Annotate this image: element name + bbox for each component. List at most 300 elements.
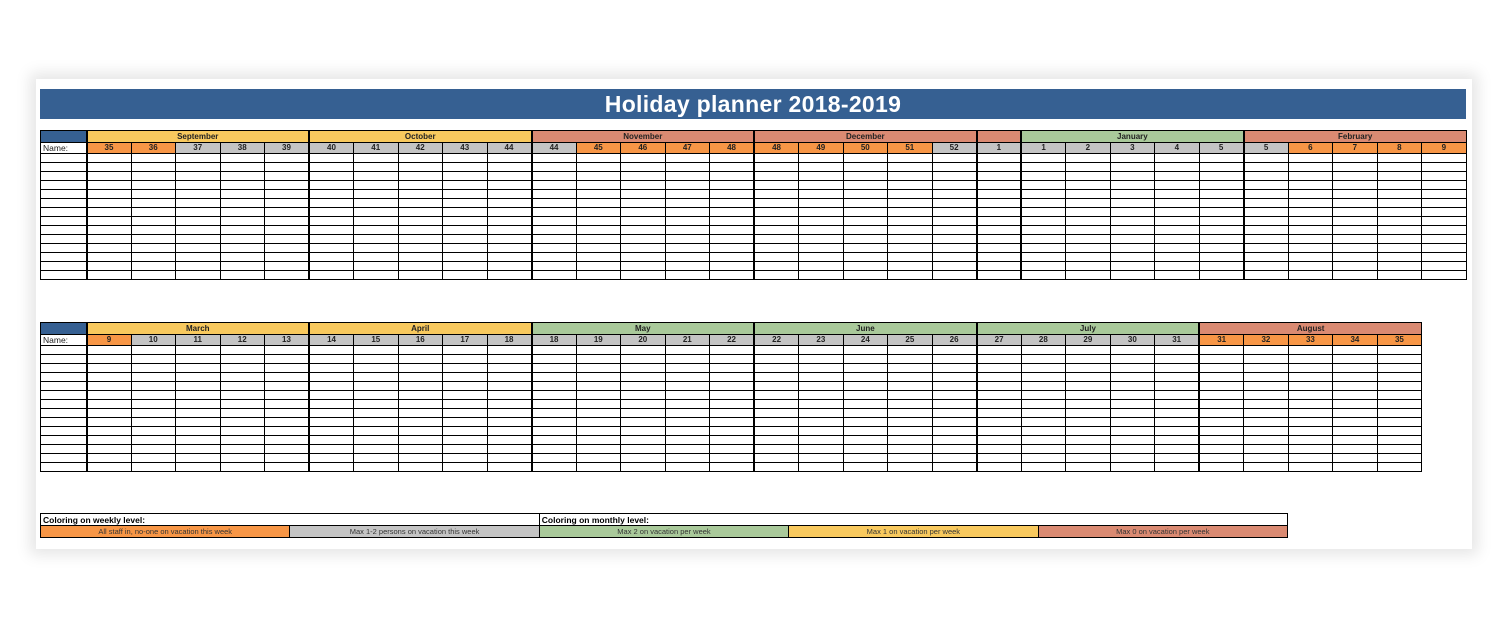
vacation-cell[interactable] (1155, 382, 1200, 391)
vacation-cell[interactable] (265, 226, 310, 235)
vacation-cell[interactable] (1377, 217, 1422, 226)
vacation-cell[interactable] (265, 373, 310, 382)
vacation-cell[interactable] (87, 253, 132, 262)
vacation-cell[interactable] (621, 373, 666, 382)
vacation-cell[interactable] (265, 355, 310, 364)
vacation-cell[interactable] (309, 436, 354, 445)
vacation-cell[interactable] (754, 244, 799, 253)
vacation-cell[interactable] (1155, 373, 1200, 382)
vacation-cell[interactable] (176, 436, 221, 445)
vacation-cell[interactable] (576, 226, 621, 235)
vacation-cell[interactable] (754, 463, 799, 472)
vacation-cell[interactable] (220, 364, 265, 373)
vacation-cell[interactable] (176, 400, 221, 409)
vacation-cell[interactable] (576, 445, 621, 454)
vacation-cell[interactable] (977, 391, 1022, 400)
vacation-cell[interactable] (843, 208, 888, 217)
vacation-cell[interactable] (1199, 217, 1244, 226)
vacation-cell[interactable] (977, 418, 1022, 427)
vacation-cell[interactable] (354, 163, 399, 172)
vacation-cell[interactable] (665, 154, 710, 163)
vacation-cell[interactable] (398, 271, 443, 280)
vacation-cell[interactable] (1244, 172, 1289, 181)
vacation-cell[interactable] (621, 235, 666, 244)
vacation-cell[interactable] (354, 400, 399, 409)
vacation-cell[interactable] (888, 163, 933, 172)
vacation-cell[interactable] (487, 190, 532, 199)
vacation-cell[interactable] (1422, 208, 1467, 217)
vacation-cell[interactable] (665, 346, 710, 355)
vacation-cell[interactable] (220, 373, 265, 382)
vacation-cell[interactable] (87, 418, 132, 427)
vacation-cell[interactable] (443, 163, 488, 172)
vacation-cell[interactable] (932, 271, 977, 280)
vacation-cell[interactable] (576, 436, 621, 445)
name-entry-cell[interactable] (41, 463, 87, 472)
vacation-cell[interactable] (131, 199, 176, 208)
vacation-cell[interactable] (1155, 364, 1200, 373)
vacation-cell[interactable] (1110, 262, 1155, 271)
vacation-cell[interactable] (354, 382, 399, 391)
vacation-cell[interactable] (799, 391, 844, 400)
vacation-cell[interactable] (220, 418, 265, 427)
vacation-cell[interactable] (932, 163, 977, 172)
vacation-cell[interactable] (87, 382, 132, 391)
vacation-cell[interactable] (176, 418, 221, 427)
vacation-cell[interactable] (87, 364, 132, 373)
vacation-cell[interactable] (1066, 208, 1111, 217)
vacation-cell[interactable] (1155, 418, 1200, 427)
vacation-cell[interactable] (1199, 373, 1244, 382)
vacation-cell[interactable] (487, 373, 532, 382)
vacation-cell[interactable] (888, 226, 933, 235)
vacation-cell[interactable] (1199, 445, 1244, 454)
vacation-cell[interactable] (754, 262, 799, 271)
vacation-cell[interactable] (398, 364, 443, 373)
vacation-cell[interactable] (354, 235, 399, 244)
vacation-cell[interactable] (621, 181, 666, 190)
vacation-cell[interactable] (1422, 190, 1467, 199)
vacation-cell[interactable] (354, 391, 399, 400)
vacation-cell[interactable] (1155, 253, 1200, 262)
vacation-cell[interactable] (843, 253, 888, 262)
vacation-cell[interactable] (443, 454, 488, 463)
vacation-cell[interactable] (220, 199, 265, 208)
vacation-cell[interactable] (710, 391, 755, 400)
vacation-cell[interactable] (977, 409, 1022, 418)
vacation-cell[interactable] (665, 271, 710, 280)
vacation-cell[interactable] (843, 454, 888, 463)
vacation-cell[interactable] (1422, 163, 1467, 172)
vacation-cell[interactable] (87, 427, 132, 436)
vacation-cell[interactable] (220, 262, 265, 271)
vacation-cell[interactable] (1333, 355, 1378, 364)
vacation-cell[interactable] (87, 181, 132, 190)
vacation-cell[interactable] (309, 409, 354, 418)
vacation-cell[interactable] (1021, 373, 1066, 382)
vacation-cell[interactable] (799, 163, 844, 172)
vacation-cell[interactable] (576, 418, 621, 427)
name-entry-cell[interactable] (41, 346, 87, 355)
vacation-cell[interactable] (1333, 373, 1378, 382)
vacation-cell[interactable] (576, 373, 621, 382)
vacation-cell[interactable] (1021, 391, 1066, 400)
vacation-cell[interactable] (354, 427, 399, 436)
vacation-cell[interactable] (1244, 217, 1289, 226)
vacation-cell[interactable] (799, 208, 844, 217)
vacation-cell[interactable] (131, 391, 176, 400)
vacation-cell[interactable] (1066, 436, 1111, 445)
vacation-cell[interactable] (1021, 400, 1066, 409)
vacation-cell[interactable] (665, 445, 710, 454)
vacation-cell[interactable] (1066, 391, 1111, 400)
name-entry-cell[interactable] (41, 400, 87, 409)
vacation-cell[interactable] (754, 400, 799, 409)
vacation-cell[interactable] (1021, 199, 1066, 208)
vacation-cell[interactable] (309, 427, 354, 436)
vacation-cell[interactable] (265, 181, 310, 190)
vacation-cell[interactable] (754, 181, 799, 190)
vacation-cell[interactable] (87, 271, 132, 280)
vacation-cell[interactable] (1377, 445, 1422, 454)
vacation-cell[interactable] (754, 208, 799, 217)
vacation-cell[interactable] (1333, 445, 1378, 454)
vacation-cell[interactable] (1244, 409, 1289, 418)
vacation-cell[interactable] (487, 244, 532, 253)
vacation-cell[interactable] (1155, 355, 1200, 364)
vacation-cell[interactable] (1288, 208, 1333, 217)
vacation-cell[interactable] (1021, 409, 1066, 418)
vacation-cell[interactable] (710, 181, 755, 190)
vacation-cell[interactable] (265, 262, 310, 271)
vacation-cell[interactable] (354, 346, 399, 355)
vacation-cell[interactable] (1021, 253, 1066, 262)
vacation-cell[interactable] (621, 355, 666, 364)
vacation-cell[interactable] (576, 181, 621, 190)
vacation-cell[interactable] (398, 346, 443, 355)
vacation-cell[interactable] (532, 163, 577, 172)
vacation-cell[interactable] (443, 445, 488, 454)
name-entry-cell[interactable] (41, 244, 87, 253)
vacation-cell[interactable] (843, 409, 888, 418)
vacation-cell[interactable] (1021, 463, 1066, 472)
vacation-cell[interactable] (1021, 454, 1066, 463)
vacation-cell[interactable] (1155, 445, 1200, 454)
vacation-cell[interactable] (1244, 463, 1289, 472)
vacation-cell[interactable] (576, 190, 621, 199)
vacation-cell[interactable] (309, 163, 354, 172)
vacation-cell[interactable] (977, 235, 1022, 244)
vacation-cell[interactable] (799, 346, 844, 355)
vacation-cell[interactable] (1155, 235, 1200, 244)
vacation-cell[interactable] (176, 199, 221, 208)
vacation-cell[interactable] (220, 355, 265, 364)
vacation-cell[interactable] (710, 190, 755, 199)
name-entry-cell[interactable] (41, 172, 87, 181)
vacation-cell[interactable] (576, 262, 621, 271)
vacation-cell[interactable] (1155, 391, 1200, 400)
vacation-cell[interactable] (1422, 262, 1467, 271)
vacation-cell[interactable] (1021, 418, 1066, 427)
vacation-cell[interactable] (487, 445, 532, 454)
vacation-cell[interactable] (176, 226, 221, 235)
vacation-cell[interactable] (977, 454, 1022, 463)
vacation-cell[interactable] (443, 199, 488, 208)
vacation-cell[interactable] (1021, 244, 1066, 253)
vacation-cell[interactable] (754, 154, 799, 163)
vacation-cell[interactable] (87, 154, 132, 163)
vacation-cell[interactable] (710, 382, 755, 391)
vacation-cell[interactable] (487, 418, 532, 427)
vacation-cell[interactable] (1333, 199, 1378, 208)
vacation-cell[interactable] (1333, 172, 1378, 181)
vacation-cell[interactable] (532, 382, 577, 391)
vacation-cell[interactable] (87, 190, 132, 199)
vacation-cell[interactable] (977, 262, 1022, 271)
vacation-cell[interactable] (309, 199, 354, 208)
vacation-cell[interactable] (799, 262, 844, 271)
vacation-cell[interactable] (1110, 253, 1155, 262)
vacation-cell[interactable] (309, 190, 354, 199)
vacation-cell[interactable] (1333, 181, 1378, 190)
vacation-cell[interactable] (1199, 181, 1244, 190)
vacation-cell[interactable] (87, 436, 132, 445)
vacation-cell[interactable] (1066, 463, 1111, 472)
vacation-cell[interactable] (87, 172, 132, 181)
vacation-cell[interactable] (220, 436, 265, 445)
vacation-cell[interactable] (487, 454, 532, 463)
vacation-cell[interactable] (799, 235, 844, 244)
vacation-cell[interactable] (932, 172, 977, 181)
vacation-cell[interactable] (1333, 226, 1378, 235)
vacation-cell[interactable] (1110, 418, 1155, 427)
vacation-cell[interactable] (576, 409, 621, 418)
vacation-cell[interactable] (754, 253, 799, 262)
vacation-cell[interactable] (131, 463, 176, 472)
vacation-cell[interactable] (176, 181, 221, 190)
vacation-cell[interactable] (487, 172, 532, 181)
vacation-cell[interactable] (932, 199, 977, 208)
vacation-cell[interactable] (1066, 172, 1111, 181)
vacation-cell[interactable] (799, 217, 844, 226)
vacation-cell[interactable] (176, 154, 221, 163)
vacation-cell[interactable] (799, 382, 844, 391)
vacation-cell[interactable] (532, 409, 577, 418)
vacation-cell[interactable] (176, 172, 221, 181)
name-entry-cell[interactable] (41, 364, 87, 373)
vacation-cell[interactable] (176, 391, 221, 400)
vacation-cell[interactable] (1244, 154, 1289, 163)
vacation-cell[interactable] (176, 409, 221, 418)
vacation-cell[interactable] (1288, 163, 1333, 172)
vacation-cell[interactable] (1199, 253, 1244, 262)
vacation-cell[interactable] (576, 427, 621, 436)
vacation-cell[interactable] (354, 190, 399, 199)
vacation-cell[interactable] (843, 355, 888, 364)
vacation-cell[interactable] (799, 226, 844, 235)
vacation-cell[interactable] (1333, 409, 1378, 418)
vacation-cell[interactable] (1422, 154, 1467, 163)
vacation-cell[interactable] (87, 346, 132, 355)
vacation-cell[interactable] (977, 181, 1022, 190)
vacation-cell[interactable] (1244, 253, 1289, 262)
vacation-cell[interactable] (487, 391, 532, 400)
vacation-cell[interactable] (710, 445, 755, 454)
vacation-cell[interactable] (176, 454, 221, 463)
vacation-cell[interactable] (710, 163, 755, 172)
vacation-cell[interactable] (888, 427, 933, 436)
vacation-cell[interactable] (443, 217, 488, 226)
vacation-cell[interactable] (1244, 346, 1289, 355)
vacation-cell[interactable] (576, 244, 621, 253)
vacation-cell[interactable] (487, 253, 532, 262)
vacation-cell[interactable] (754, 199, 799, 208)
vacation-cell[interactable] (843, 463, 888, 472)
vacation-cell[interactable] (443, 253, 488, 262)
vacation-cell[interactable] (710, 262, 755, 271)
vacation-cell[interactable] (1288, 454, 1333, 463)
vacation-cell[interactable] (1199, 400, 1244, 409)
vacation-cell[interactable] (1377, 181, 1422, 190)
vacation-cell[interactable] (1155, 454, 1200, 463)
vacation-cell[interactable] (1377, 391, 1422, 400)
vacation-cell[interactable] (888, 235, 933, 244)
vacation-cell[interactable] (487, 235, 532, 244)
vacation-cell[interactable] (1199, 346, 1244, 355)
vacation-cell[interactable] (1244, 364, 1289, 373)
vacation-cell[interactable] (1333, 346, 1378, 355)
vacation-cell[interactable] (487, 217, 532, 226)
vacation-cell[interactable] (1244, 244, 1289, 253)
vacation-cell[interactable] (932, 262, 977, 271)
vacation-cell[interactable] (932, 427, 977, 436)
vacation-cell[interactable] (1377, 271, 1422, 280)
vacation-cell[interactable] (1199, 463, 1244, 472)
vacation-cell[interactable] (532, 400, 577, 409)
vacation-cell[interactable] (220, 163, 265, 172)
vacation-cell[interactable] (354, 271, 399, 280)
vacation-cell[interactable] (220, 172, 265, 181)
vacation-cell[interactable] (843, 163, 888, 172)
vacation-cell[interactable] (621, 172, 666, 181)
vacation-cell[interactable] (398, 253, 443, 262)
vacation-cell[interactable] (665, 391, 710, 400)
vacation-cell[interactable] (309, 235, 354, 244)
vacation-cell[interactable] (487, 208, 532, 217)
vacation-cell[interactable] (621, 454, 666, 463)
vacation-cell[interactable] (1288, 391, 1333, 400)
vacation-cell[interactable] (1066, 235, 1111, 244)
vacation-cell[interactable] (354, 217, 399, 226)
vacation-cell[interactable] (843, 427, 888, 436)
vacation-cell[interactable] (799, 199, 844, 208)
vacation-cell[interactable] (1377, 154, 1422, 163)
vacation-cell[interactable] (309, 373, 354, 382)
vacation-cell[interactable] (1377, 346, 1422, 355)
vacation-cell[interactable] (1199, 208, 1244, 217)
vacation-cell[interactable] (576, 364, 621, 373)
vacation-cell[interactable] (888, 217, 933, 226)
vacation-cell[interactable] (1244, 271, 1289, 280)
vacation-cell[interactable] (1155, 190, 1200, 199)
vacation-cell[interactable] (1199, 262, 1244, 271)
vacation-cell[interactable] (1021, 181, 1066, 190)
vacation-cell[interactable] (1066, 163, 1111, 172)
vacation-cell[interactable] (309, 463, 354, 472)
vacation-cell[interactable] (398, 418, 443, 427)
vacation-cell[interactable] (1110, 208, 1155, 217)
name-entry-cell[interactable] (41, 445, 87, 454)
vacation-cell[interactable] (265, 172, 310, 181)
vacation-cell[interactable] (977, 190, 1022, 199)
vacation-cell[interactable] (932, 454, 977, 463)
vacation-cell[interactable] (220, 253, 265, 262)
vacation-cell[interactable] (665, 172, 710, 181)
vacation-cell[interactable] (932, 190, 977, 199)
vacation-cell[interactable] (532, 262, 577, 271)
vacation-cell[interactable] (1066, 217, 1111, 226)
vacation-cell[interactable] (665, 355, 710, 364)
vacation-cell[interactable] (665, 427, 710, 436)
vacation-cell[interactable] (1066, 454, 1111, 463)
name-entry-cell[interactable] (41, 154, 87, 163)
vacation-cell[interactable] (1244, 445, 1289, 454)
vacation-cell[interactable] (799, 436, 844, 445)
vacation-cell[interactable] (220, 154, 265, 163)
vacation-cell[interactable] (843, 217, 888, 226)
vacation-cell[interactable] (532, 364, 577, 373)
vacation-cell[interactable] (265, 463, 310, 472)
vacation-cell[interactable] (487, 181, 532, 190)
vacation-cell[interactable] (398, 373, 443, 382)
vacation-cell[interactable] (1377, 454, 1422, 463)
vacation-cell[interactable] (1333, 262, 1378, 271)
vacation-cell[interactable] (532, 427, 577, 436)
vacation-cell[interactable] (265, 454, 310, 463)
vacation-cell[interactable] (888, 418, 933, 427)
vacation-cell[interactable] (265, 382, 310, 391)
vacation-cell[interactable] (1244, 436, 1289, 445)
vacation-cell[interactable] (1422, 253, 1467, 262)
vacation-cell[interactable] (220, 409, 265, 418)
vacation-cell[interactable] (1110, 400, 1155, 409)
vacation-cell[interactable] (1199, 427, 1244, 436)
vacation-cell[interactable] (1155, 427, 1200, 436)
vacation-cell[interactable] (1110, 346, 1155, 355)
vacation-cell[interactable] (710, 418, 755, 427)
vacation-cell[interactable] (443, 373, 488, 382)
vacation-cell[interactable] (1422, 199, 1467, 208)
name-entry-cell[interactable] (41, 373, 87, 382)
vacation-cell[interactable] (265, 271, 310, 280)
vacation-cell[interactable] (1422, 271, 1467, 280)
vacation-cell[interactable] (843, 436, 888, 445)
vacation-cell[interactable] (309, 454, 354, 463)
vacation-cell[interactable] (220, 271, 265, 280)
vacation-cell[interactable] (1377, 208, 1422, 217)
vacation-cell[interactable] (398, 463, 443, 472)
vacation-cell[interactable] (87, 226, 132, 235)
vacation-cell[interactable] (1110, 454, 1155, 463)
vacation-cell[interactable] (888, 244, 933, 253)
vacation-cell[interactable] (487, 226, 532, 235)
vacation-cell[interactable] (754, 445, 799, 454)
vacation-cell[interactable] (265, 199, 310, 208)
vacation-cell[interactable] (354, 181, 399, 190)
vacation-cell[interactable] (131, 262, 176, 271)
vacation-cell[interactable] (1066, 199, 1111, 208)
vacation-cell[interactable] (799, 454, 844, 463)
